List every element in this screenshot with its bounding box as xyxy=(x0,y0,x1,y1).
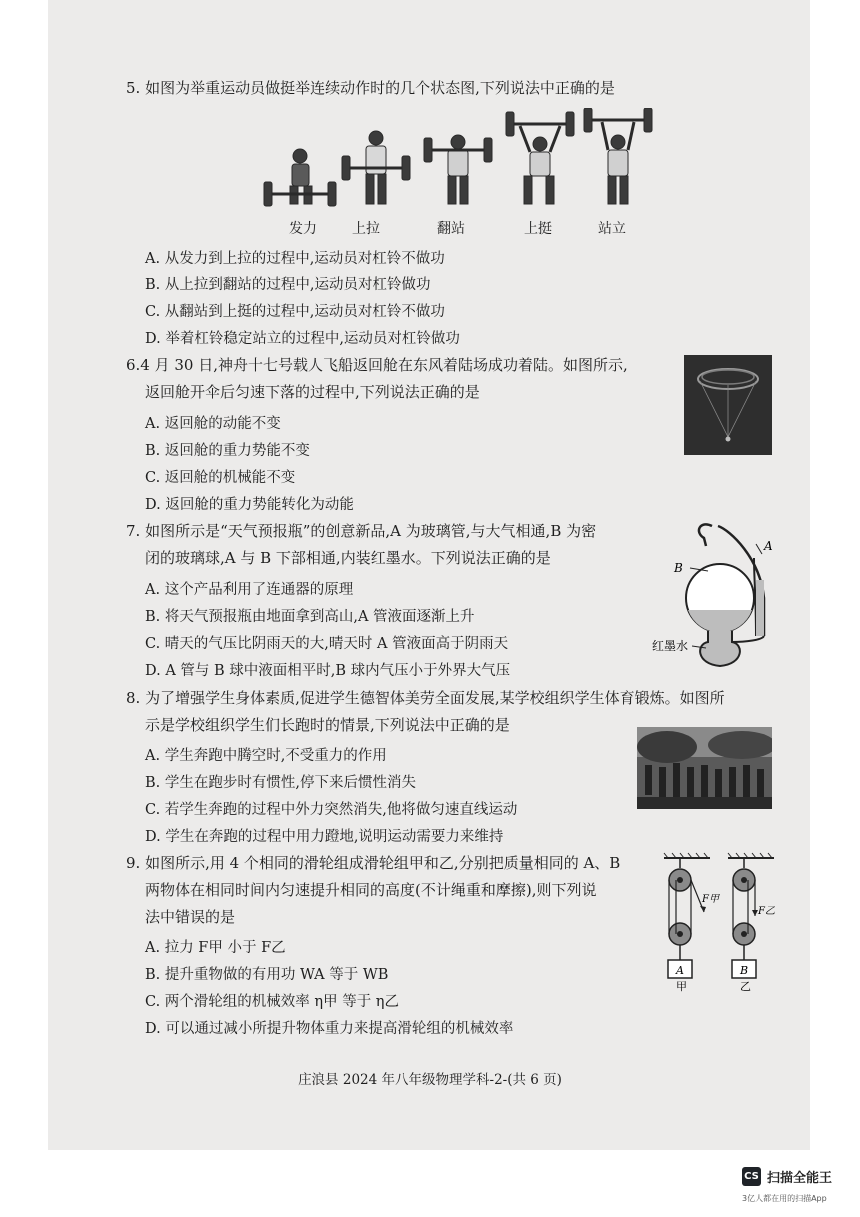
camscanner-brand: 扫描全能王 xyxy=(767,1171,833,1186)
camscanner-tagline: 3亿人都在用的扫描App xyxy=(742,1194,827,1203)
q5-option-b: B. 从上拉到翻站的过程中,运动员对杠铃做功 xyxy=(145,277,431,293)
weather-bottle-diagram xyxy=(650,518,780,678)
q6-stem-line1: 6.4 月 30 日,神舟十七号载人飞船返回舱在东风着陆场成功着陆。如图所示, xyxy=(126,356,628,374)
label-block-b: B xyxy=(740,964,749,977)
q8-stem-line2: 示是学校组织学生们长跑时的情景,下列说法中正确的是 xyxy=(145,716,510,734)
q8-stem-line1: 8. 为了增强学生身体素质,促进学生德智体美劳全面发展,某学校组织学生体育锻炼。如图所 xyxy=(126,689,725,707)
lifter-fali xyxy=(264,149,336,206)
label-f-jia: F甲 xyxy=(702,894,719,905)
label-shangting: 上挺 xyxy=(524,221,552,237)
q5-option-d: D. 举着杠铃稳定站立的过程中,运动员对杠铃做功 xyxy=(145,331,460,347)
label-f-yi: F乙 xyxy=(758,906,775,917)
q7-stem-line1: 7. 如图所示是“天气预报瓶”的创意新品,A 为玻璃管,与大气相通,B 为密 xyxy=(126,522,597,540)
label-yi: 乙 xyxy=(740,980,751,992)
q7-option-d: D. A 管与 B 球中液面相平时,B 球内气压小于外界大气压 xyxy=(145,663,511,679)
q8-option-a: A. 学生奔跑中腾空时,不受重力的作用 xyxy=(145,748,387,764)
label-fali: 发力 xyxy=(289,221,317,237)
q7-option-b: B. 将天气预报瓶由地面拿到高山,A 管液面逐渐上升 xyxy=(145,609,475,625)
q9-stem-line2: 两物体在相同时间内匀速提升相同的高度(不计绳重和摩擦),则下列说 xyxy=(145,881,597,899)
label-zhanli: 站立 xyxy=(598,221,626,237)
label-block-a: A xyxy=(676,964,684,977)
q6-stem-line2: 返回舱开伞后匀速下落的过程中,下列说法正确的是 xyxy=(145,383,480,401)
q9-stem-line1: 9. 如图所示,用 4 个相同的滑轮组成滑轮组甲和乙,分别把质量相同的 A、B xyxy=(126,854,621,872)
q8-option-c: C. 若学生奔跑的过程中外力突然消失,他将做匀速直线运动 xyxy=(145,802,518,818)
q8-option-b: B. 学生在跑步时有惯性,停下来后惯性消失 xyxy=(145,775,416,791)
label-jia: 甲 xyxy=(676,980,687,992)
q7-option-c: C. 晴天的气压比阴雨天的大,晴天时 A 管液面高于阴雨天 xyxy=(145,636,509,652)
label-fanzhan: 翻站 xyxy=(437,221,465,237)
q6-option-c: C. 返回舱的机械能不变 xyxy=(145,470,296,486)
q8-option-d: D. 学生在奔跑的过程中用力蹬地,说明运动需要力来维持 xyxy=(145,829,504,845)
camscanner-logo-icon: CS xyxy=(742,1167,761,1186)
label-red-ink: 红墨水 xyxy=(652,639,689,653)
lifter-fanzhan xyxy=(424,135,492,204)
lifter-zhanli xyxy=(584,108,652,204)
q5-option-a: A. 从发力到上拉的过程中,运动员对杠铃不做功 xyxy=(145,251,445,267)
q5-stem: 5. 如图为举重运动员做挺举连续动作时的几个状态图,下列说法中正确的是 xyxy=(126,79,615,97)
q5-option-c: C. 从翻站到上挺的过程中,运动员对杠铃不做功 xyxy=(145,304,445,320)
q6-option-a: A. 返回舱的动能不变 xyxy=(145,416,281,432)
q9-option-b: B. 提升重物做的有用功 WA 等于 WB xyxy=(145,967,389,983)
page-footer: 庄浪县 2024 年八年级物理学科-2-(共 6 页) xyxy=(298,1072,562,1088)
q9-stem-line3: 法中错误的是 xyxy=(145,908,236,926)
label-tube-a: A xyxy=(764,539,773,553)
lifter-shangla xyxy=(342,131,410,204)
q7-stem-line2: 闭的玻璃球,A 与 B 下部相通,内装红墨水。下列说法正确的是 xyxy=(145,549,551,567)
weightlifting-figure xyxy=(262,108,662,213)
pulley-system-diagram xyxy=(660,852,782,992)
q6-option-b: B. 返回舱的重力势能不变 xyxy=(145,443,310,459)
capsule-parachute-photo xyxy=(684,355,772,455)
label-ball-b: B xyxy=(674,561,683,575)
q9-option-a: A. 拉力 F甲 小于 F乙 xyxy=(145,940,286,956)
q7-option-a: A. 这个产品利用了连通器的原理 xyxy=(145,582,354,598)
q9-option-c: C. 两个滑轮组的机械效率 η甲 等于 η乙 xyxy=(145,994,399,1010)
q9-option-d: D. 可以通过减小所提升物体重力来提高滑轮组的机械效率 xyxy=(145,1021,514,1037)
lifter-shangting xyxy=(506,112,574,204)
running-students-photo xyxy=(637,727,772,809)
label-shangla: 上拉 xyxy=(352,221,380,237)
q6-option-d: D. 返回舱的重力势能转化为动能 xyxy=(145,497,354,513)
